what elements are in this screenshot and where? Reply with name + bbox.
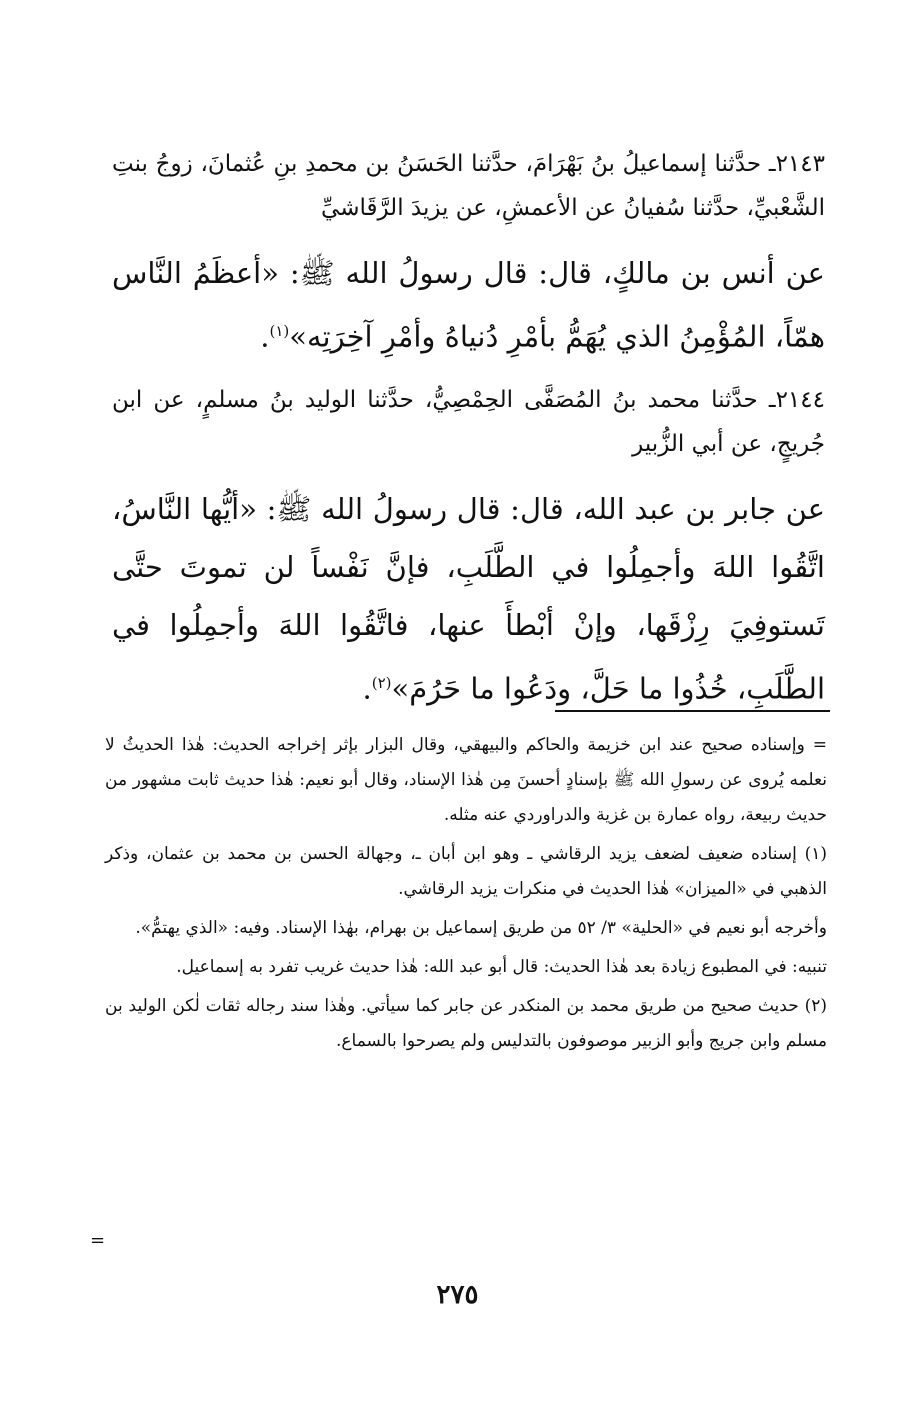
- footnote-1-tanbih: تنبيه: في المطبوع زيادة بعد هٰذا الحديث: قال أبو عبد الله: هٰذا حديث غريب تفرد به إسماعيل.: [176, 957, 827, 977]
- hadith-2143: [112, 142, 825, 366]
- continuation-mark: =: [90, 1230, 106, 1251]
- page-number: ٢٧٥: [436, 1280, 479, 1310]
- hadith-2143-matn: عن أنس بن مالكٍ، قال: قال رسولُ الله ﷺ: «أعظَمُ النَّاس همّاً، المُؤْمِنُ الذي يُهَمُّ بأمْرِ دُنياهُ وأمْرِ آخِرَتِه»$^{(١)}$.: [112, 256, 825, 354]
- hadith-2144: [112, 378, 825, 718]
- footnote-ref-1[interactable]: (١): [269, 322, 290, 340]
- hadith-2143-isnad: ٢١٤٣ـ حدَّثنا إسماعيلُ بنُ بَهْرَامَ، حدَّثنا الحَسَنُ بن محمدِ بنِ عُثمانَ، زوجُ بنتِ الشَّعْبيِّ، حدَّثنا سُفيانُ عن الأعمشِ، عن يزيدَ الرَّقَاشيِّ: [112, 151, 825, 221]
- hadith-2144-matn: عن جابر بن عبد الله، قال: قال رسولُ الله ﷺ: «أيُّها النَّاسُ، اتَّقُوا اللهَ وأجمِلُوا في الطَّلَبِ، فإنَّ نَفْساً لن تموتَ حتَّى تَستوفِيَ رِزْقَها، وإنْ أبْطأَ عنها، فاتَّقُوا اللهَ وأجمِلُوا في الطَّلَبِ، خُذُوا ما حَلَّ، ودَعُوا ما حَرُمَ»$^{(٢)}$.: [112, 492, 825, 706]
- hadith-2144-matn-text: عن جابر بن عبد الله، قال: قال رسولُ الله ﷺ: «أيُّها النَّاسُ، اتَّقُوا اللهَ وأجمِلُوا في الطَّلَبِ، فإنَّ نَفْساً لن تموتَ حتَّى تَستوفِيَ رِزْقَها، وإنْ أبْطأَ عنها، فاتَّقُوا اللهَ وأجمِلُوا في الطَّلَبِ، خُذُوا ما حَلَّ، ودَعُوا ما حَرُمَ»: [112, 492, 825, 706]
- footnote-separator: [555, 710, 830, 712]
- hadith-2143-matn-text: عن أنس بن مالكٍ، قال: قال رسولُ الله ﷺ: «أعظَمُ النَّاس همّاً، المُؤْمِنُ الذي يُهَمُّ بأمْرِ دُنياهُ وأمْرِ آخِرَتِه»: [112, 256, 825, 354]
- hadith-2144-isnad: ٢١٤٤ـ حدَّثنا محمد بنُ المُصَفَّى الحِمْصِيُّ، حدَّثنا الوليد بنُ مسلمٍ، عن ابن جُريجٍ، عن أبي الزُّبير: [112, 387, 825, 457]
- footnotes: [105, 728, 827, 1063]
- footnote-1-takhrij: وأخرجه أبو نعيم في «الحلية» ٣/ ٥٢ من طريق إسماعيل بن بهرام، بهٰذا الإسناد. وفيه: «الذي يهتمُّ».: [135, 918, 827, 938]
- footnote-continuation: = وإسناده صحيح عند ابن خزيمة والحاكم والبيهقي، وقال البزار بإثر إخراجه الحديث: هٰذا الحديثُ لا نعلمه يُروى عن رسولِ الله ﷺ بإسنادٍ أحسنَ مِن هٰذا الإسناد، وقال أبو نعيم: هٰذا حديث ثابت مشهور من حديث ربيعة، رواه عمارة بن غزية والدراوردي عنه مثله.: [105, 735, 827, 825]
- footnote-2: (٢) حديث صحيح من طريق محمد بن المنكدر عن جابر كما سيأتي. وهٰذا سند رجاله ثقات لٰكن الوليد بن مسلم وابن جريج وأبو الزبير موصوفون بالتدليس ولم يصرحوا بالسماع.: [105, 996, 827, 1051]
- footnote-1: (١) إسناده ضعيف لضعف يزيد الرقاشي ـ وهو ابن أبان ـ، وجهالة الحسن بن محمد بن عثمان، وذكر الذهبي في «الميزان» هٰذا الحديث في منكرات يزيد الرقاشي.: [105, 844, 827, 899]
- footnote-ref-2[interactable]: (٢): [371, 674, 392, 692]
